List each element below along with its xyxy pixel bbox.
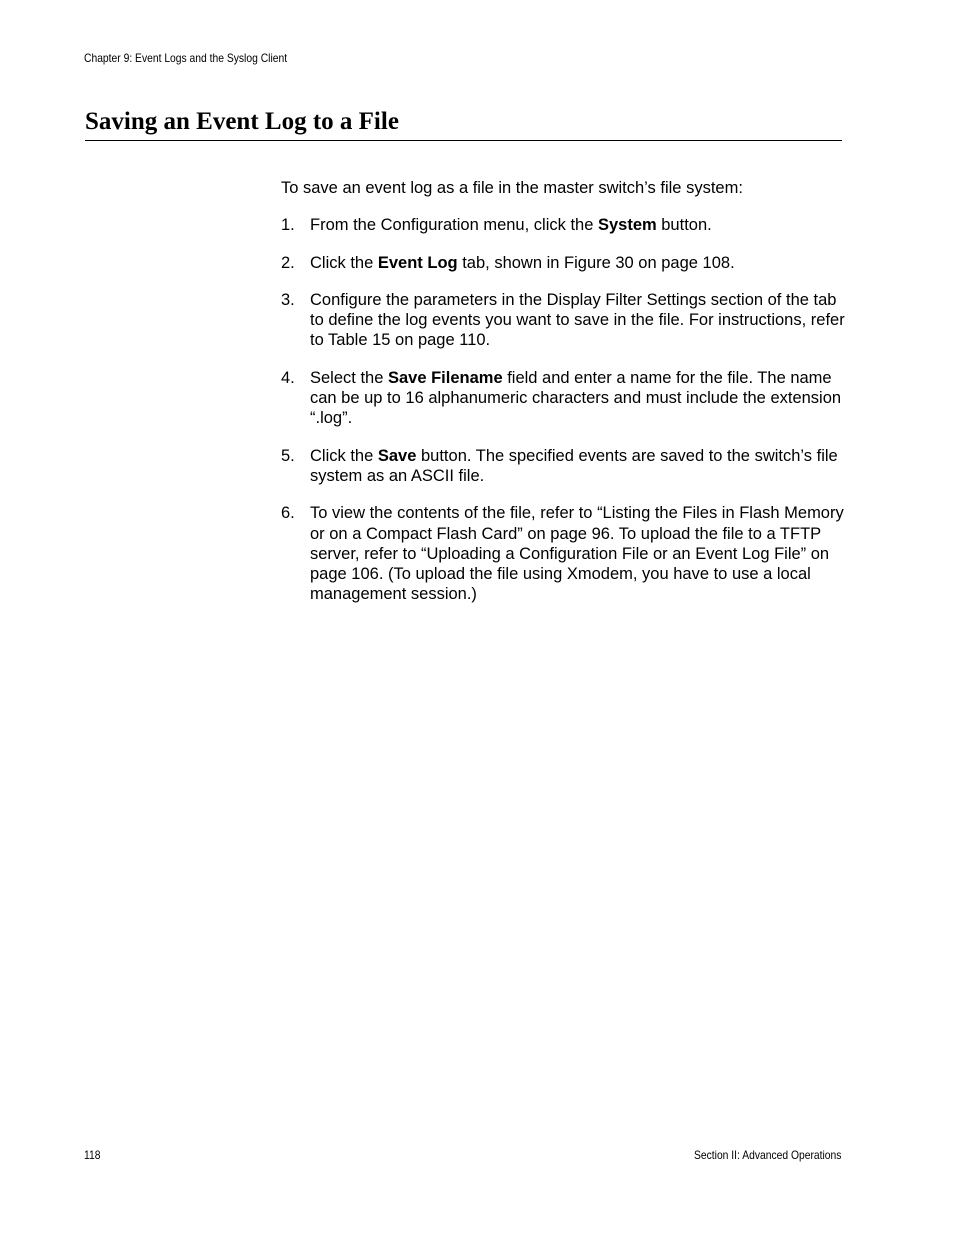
ui-term-save-filename: Save Filename [387, 368, 503, 387]
ui-term-save: Save [377, 446, 417, 465]
step-number: 5. [281, 446, 295, 465]
step-number: 3. [281, 290, 295, 309]
footer-section-label: Section II: Advanced Operations [693, 1148, 841, 1162]
list-item [281, 215, 846, 235]
running-head: Chapter 9: Event Logs and the Syslog Client [84, 51, 288, 65]
body-content [281, 178, 846, 622]
page-number: 118 [84, 1148, 101, 1162]
list-item [281, 290, 846, 351]
title-rule [85, 140, 842, 141]
list-item [281, 503, 846, 604]
step-number: 6. [281, 504, 295, 523]
list-item [281, 253, 846, 273]
ui-term-system: System [597, 216, 657, 235]
step-number: 2. [281, 253, 295, 272]
list-item [281, 368, 846, 429]
step-text: From the Configuration menu, click the System button. [310, 216, 712, 235]
steps-list [281, 215, 846, 604]
step-number: 1. [281, 216, 295, 235]
step-text: Configure the parameters in the Display Filter Settings section of the tab to define the log events you want to save in the file. For instructions, refer to Table 15 on page 110. [310, 290, 845, 350]
section-title: Saving an Event Log to a File [85, 108, 399, 135]
step-number: 4. [281, 368, 295, 387]
intro-paragraph: To save an event log as a file in the master switch’s file system: [281, 179, 743, 197]
ui-term-event-log: Event Log [377, 253, 458, 272]
step-text: Click the Event Log tab, shown in Figure 30 on page 108. [310, 253, 735, 272]
step-text: To view the contents of the file, refer to “Listing the Files in Flash Memory or on a Compact Flash Card” on page 96. To upload the file to a TFTP server, refer to “Uploading a Configuration File or an Event Log File” on page 106. (To upload the file using Xmodem, you have to use a local management session.) [310, 504, 844, 604]
step-text: Click the Save button. The specified events are saved to the switch’s file system as an ASCII file. [310, 446, 838, 485]
list-item [281, 446, 846, 487]
step-text: Select the Save Filename field and enter a name for the file. The name can be up to 16 alphanumeric characters and must include the extension “.log”. [310, 368, 842, 428]
